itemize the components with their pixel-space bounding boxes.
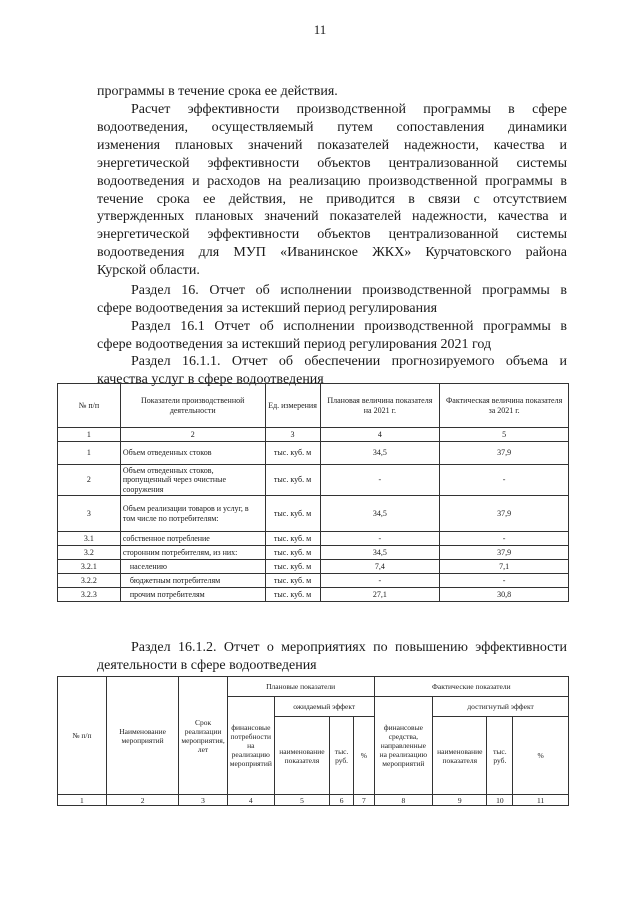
row-number: 3.2.1: [58, 560, 121, 574]
header-cell: Плановая величина показателя на 2021 г.: [320, 384, 440, 428]
table-row: [58, 532, 569, 546]
unit: тыс. куб. м: [265, 465, 320, 496]
table-row: [58, 442, 569, 465]
table-row: [58, 465, 569, 496]
text-line: сфере водоотведения за истекший период регулирования: [97, 300, 438, 316]
indicator-name: сторонним потребителям, из них:: [120, 546, 265, 560]
header-cell: Наименование мероприятий: [106, 677, 179, 795]
text-line: Раздел 16.1.1. Отчет об обеспечении прогнозируемого объема и: [131, 354, 567, 369]
paragraph-efficiency-calculation: [97, 101, 567, 280]
row-number: 1: [58, 442, 121, 465]
unit: тыс. куб. м: [265, 560, 320, 574]
text-line: Раздел 16.1.2. Отчет о мероприятиях по повышению эффективности: [131, 640, 567, 655]
column-number: 6: [330, 795, 354, 806]
column-number: 5: [274, 795, 329, 806]
column-number: 4: [227, 795, 274, 806]
header-cell: Срок реализации мероприятия, лет: [179, 677, 227, 795]
column-number-row: [58, 428, 569, 442]
text-line: программы в течение срока ее действия.: [97, 84, 338, 99]
actual-value: 7,1: [440, 560, 569, 574]
unit: тыс. куб. м: [265, 574, 320, 588]
text-line: водоотведения для МУП «Иванинское ЖКХ» Курчатовского района: [97, 245, 567, 261]
header-cell: %: [354, 717, 374, 795]
services-volume-table: [57, 383, 569, 602]
header-cell: наименование показателя: [433, 717, 487, 795]
actual-value: -: [440, 465, 569, 496]
table-header-row: [58, 677, 569, 697]
header-cell: ожидаемый эффект: [274, 697, 374, 717]
column-number: 7: [354, 795, 374, 806]
efficiency-measures-table: [57, 676, 569, 806]
unit: тыс. куб. м: [265, 588, 320, 602]
planned-value: 34,5: [320, 546, 440, 560]
text-line: Раздел 16.1 Отчет об исполнении производственной программы в: [131, 319, 567, 334]
indicator-name: собственное потребление: [120, 532, 265, 546]
text-line: течение срока ее действия, не приводится в связи с отсутствием: [97, 191, 567, 207]
actual-value: -: [440, 532, 569, 546]
indicator-name: Объем отведенных стоков, пропущенный через очистные сооружения: [120, 465, 265, 496]
header-cell: тыс. руб.: [487, 717, 513, 795]
text-line: водоотведения, осуществляемый путем сопоставления динамики: [97, 119, 567, 135]
actual-value: 37,9: [440, 442, 569, 465]
section-16-1-heading: [97, 318, 567, 354]
planned-value: 27,1: [320, 588, 440, 602]
text-line: качества услуг в сфере водоотведения: [97, 371, 324, 387]
table-row: [58, 574, 569, 588]
row-number: 2: [58, 465, 121, 496]
text-line: утвержденных плановых значений показателей надежности, качества и: [97, 209, 567, 225]
planned-value: 7,4: [320, 560, 440, 574]
header-cell: %: [513, 717, 569, 795]
column-number: 4: [320, 428, 440, 442]
planned-value: -: [320, 465, 440, 496]
indicator-name: прочим потребителям: [120, 588, 265, 602]
text-line: Раздел 16. Отчет об исполнении производственной программы в: [131, 283, 567, 298]
header-cell: тыс. руб.: [330, 717, 354, 795]
column-number-row: [58, 795, 569, 806]
header-cell: Плановые показатели: [227, 677, 374, 697]
column-number: 1: [58, 795, 107, 806]
actual-value: 37,9: [440, 496, 569, 532]
table-header-row: [58, 384, 569, 428]
text-line: энергетической эффективности объектов централизованной системы: [97, 227, 567, 243]
indicator-name: Объем отведенных стоков: [120, 442, 265, 465]
text-line: сфере водоотведения за истекший период регулирования 2021 год: [97, 336, 492, 352]
column-number: 10: [487, 795, 513, 806]
text-line: Курской области.: [97, 263, 200, 279]
text-line: энергетической эффективности объектов централизованной системы: [97, 155, 567, 171]
text-line: Расчет эффективности производственной программы в сфере: [131, 102, 567, 117]
header-cell: № п/п: [58, 384, 121, 428]
row-number: 3.2: [58, 546, 121, 560]
row-number: 3.2.2: [58, 574, 121, 588]
table-row: [58, 588, 569, 602]
column-number: 9: [433, 795, 487, 806]
header-cell: финансовые средства, направленные на реализацию мероприятий: [374, 697, 433, 795]
unit: тыс. куб. м: [265, 532, 320, 546]
planned-value: 34,5: [320, 442, 440, 465]
planned-value: -: [320, 574, 440, 588]
unit: тыс. куб. м: [265, 442, 320, 465]
column-number: 5: [440, 428, 569, 442]
section-16-1-2-heading: [97, 639, 567, 675]
unit: тыс. куб. м: [265, 496, 320, 532]
header-cell: Фактическая величина показателя за 2021 г.: [440, 384, 569, 428]
indicator-name: Объем реализации товаров и услуг, в том числе по потребителям:: [120, 496, 265, 532]
text-line: изменения плановых значений показателей надежности, качества и: [97, 137, 567, 153]
header-cell: наименование показателя: [274, 717, 329, 795]
header-cell: достигнутый эффект: [433, 697, 569, 717]
table-row: [58, 546, 569, 560]
text-line: деятельности в сфере водоотведения: [97, 657, 317, 673]
planned-value: 34,5: [320, 496, 440, 532]
actual-value: -: [440, 574, 569, 588]
indicator-name: бюджетным потребителям: [120, 574, 265, 588]
actual-value: 30,8: [440, 588, 569, 602]
page-number: 11: [313, 22, 327, 37]
header-cell: Ед. измерения: [265, 384, 320, 428]
planned-value: -: [320, 532, 440, 546]
table-row: [58, 496, 569, 532]
column-number: 3: [265, 428, 320, 442]
actual-value: 37,9: [440, 546, 569, 560]
column-number: 1: [58, 428, 121, 442]
row-number: 3.2.3: [58, 588, 121, 602]
row-number: 3.1: [58, 532, 121, 546]
header-cell: Показатели производственной деятельности: [120, 384, 265, 428]
column-number: 8: [374, 795, 433, 806]
table-row: [58, 560, 569, 574]
row-number: 3: [58, 496, 121, 532]
header-cell: № п/п: [58, 677, 107, 795]
indicator-name: населению: [120, 560, 265, 574]
column-number: 3: [179, 795, 227, 806]
unit: тыс. куб. м: [265, 546, 320, 560]
column-number: 2: [106, 795, 179, 806]
column-number: 11: [513, 795, 569, 806]
column-number: 2: [120, 428, 265, 442]
section-16-heading: [97, 282, 567, 318]
paragraph-intro-end: [97, 83, 567, 101]
text-line: водоотведения и расходов на реализацию производственной программы в: [97, 173, 567, 189]
header-cell: Фактические показатели: [374, 677, 568, 697]
header-cell: финансовые потребности на реализацию мероприятий: [227, 697, 274, 795]
